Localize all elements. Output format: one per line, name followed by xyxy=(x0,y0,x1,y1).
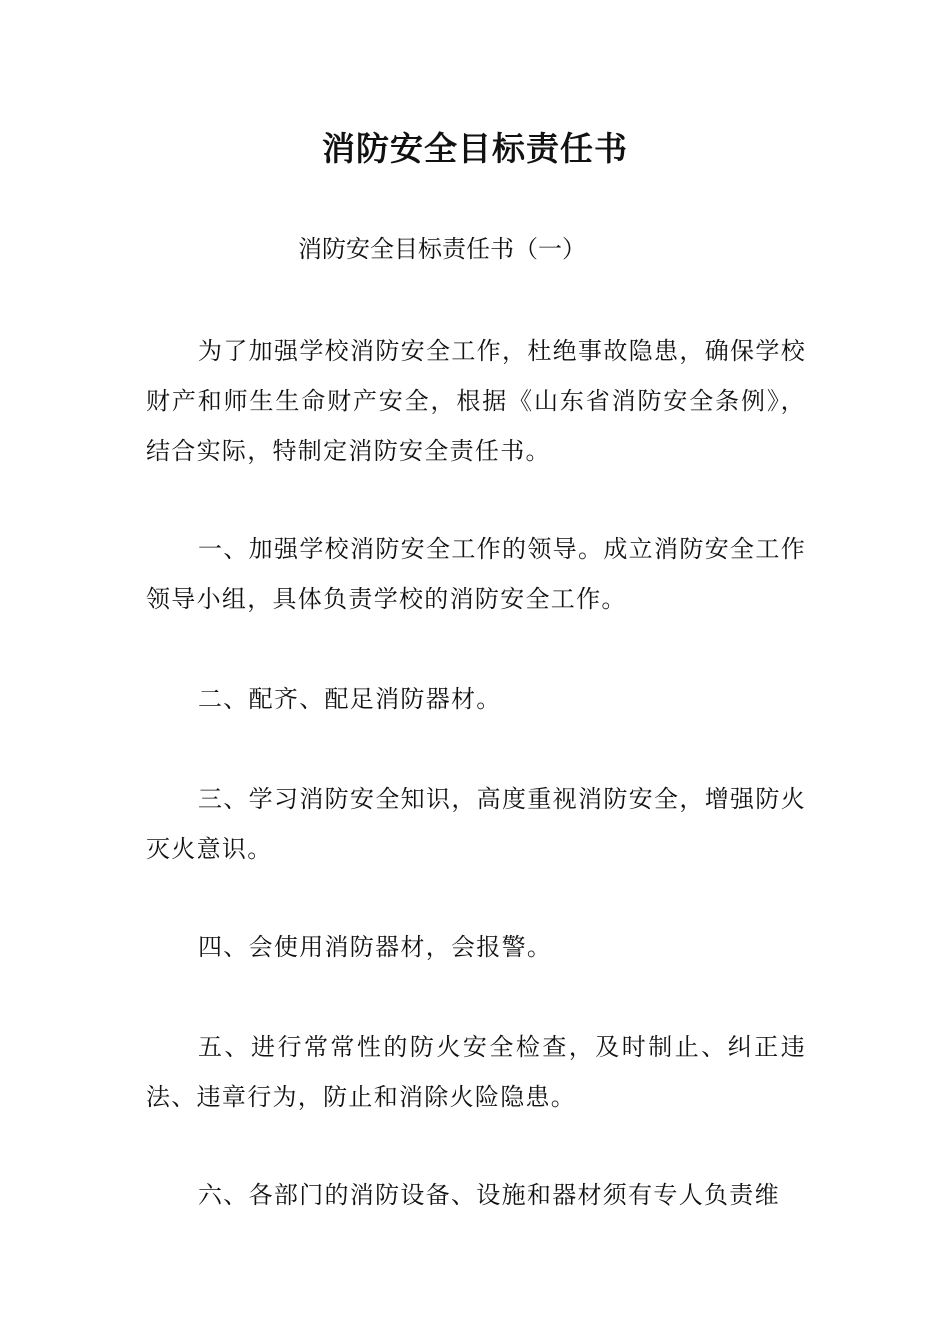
document-subtitle: 消防安全目标责任书（一） xyxy=(298,235,586,263)
document-title: 消防安全目标责任书 xyxy=(322,129,628,168)
paragraph-item-5: 五、进行常常性的防火安全检查，及时制止、纠正违法、违章行为，防止和消除火险隐患。 xyxy=(146,1033,806,1111)
paragraph-item-3: 三、学习消防安全知识，高度重视消防安全，增强防火灭火意识。 xyxy=(146,785,806,863)
paragraph-item-6: 六、各部门的消防设备、设施和器材须有专人负责维 xyxy=(198,1181,780,1209)
paragraph-item-4: 四、会使用消防器材，会报警。 xyxy=(198,933,553,961)
paragraph-item-1: 一、加强学校消防安全工作的领导。成立消防安全工作领导小组，具体负责学校的消防安全工作。 xyxy=(146,535,806,613)
paragraph-item-2: 二、配齐、配足消防器材。 xyxy=(198,685,502,713)
paragraph-intro: 为了加强学校消防安全工作，杜绝事故隐患，确保学校财产和师生生命财产安全，根据《山东省消防安全条例》，结合实际，特制定消防安全责任书。 xyxy=(146,337,806,465)
